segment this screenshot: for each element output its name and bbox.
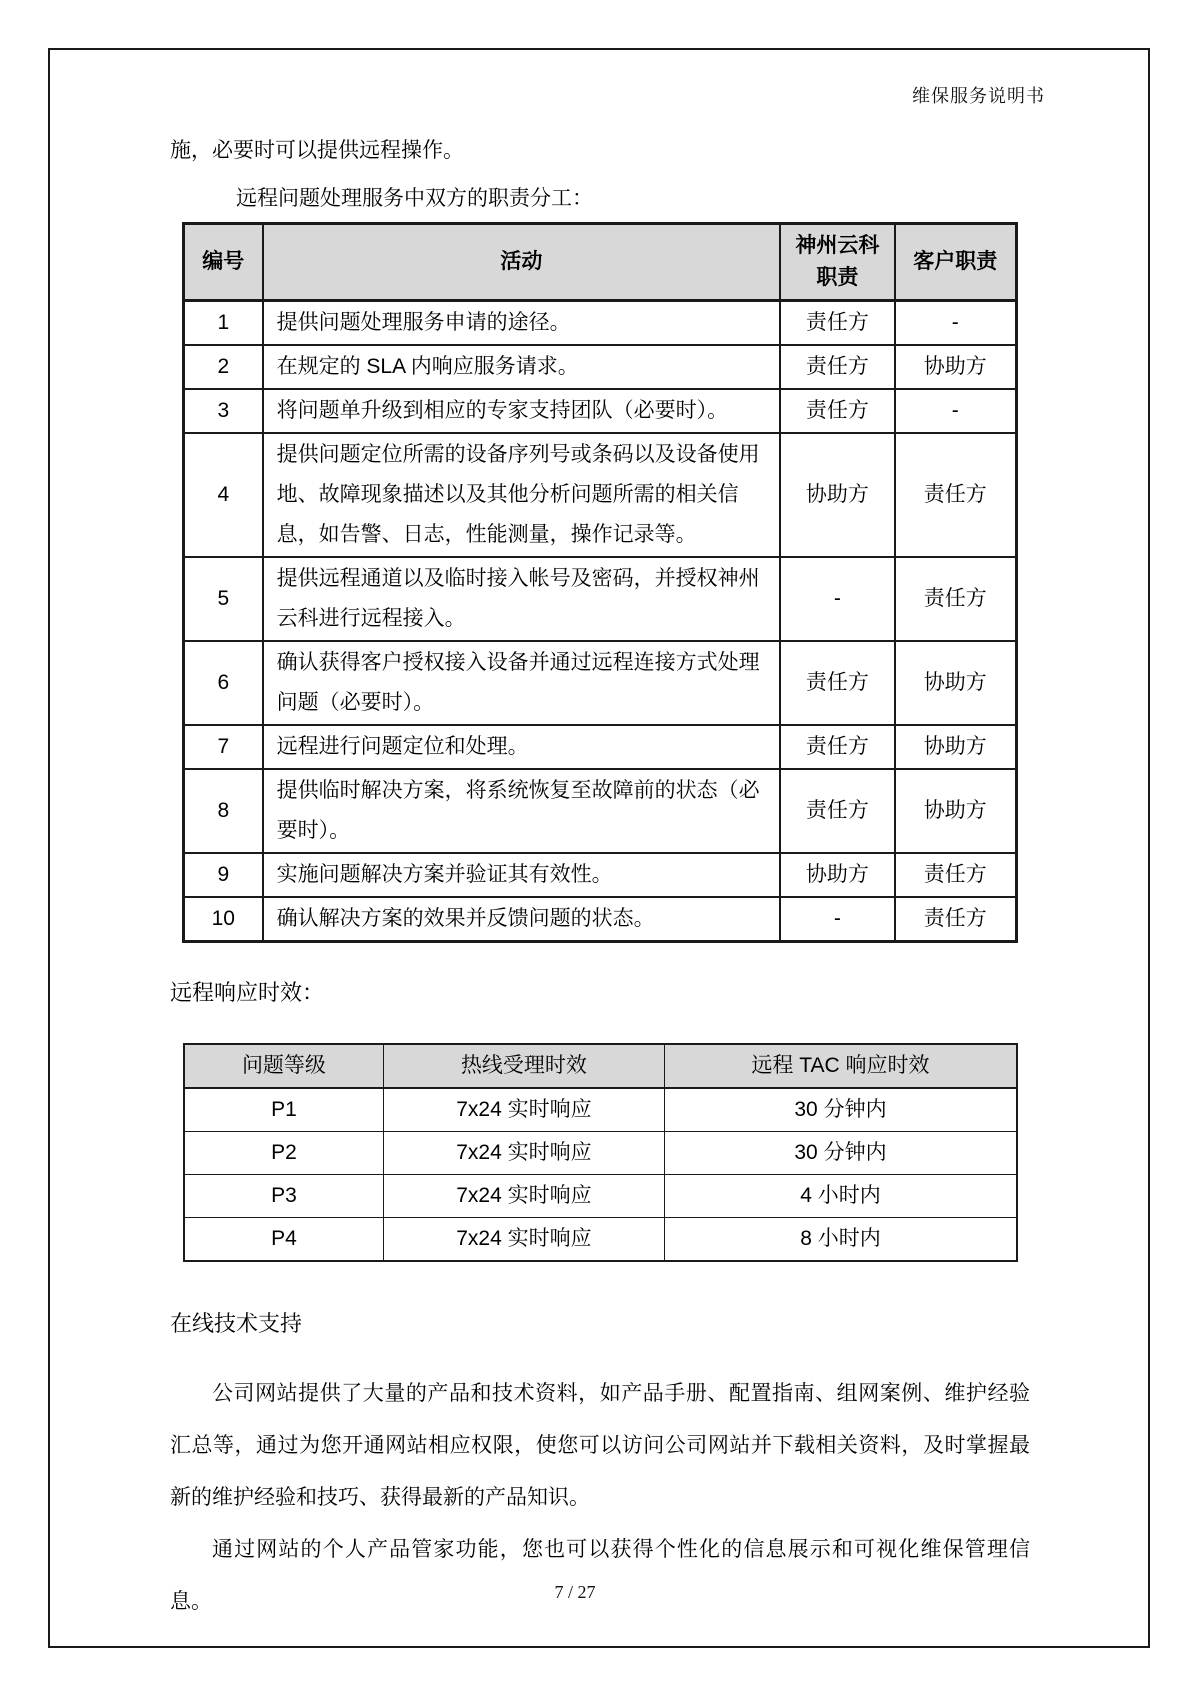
table-cell: - [780,897,894,942]
response-time-table-body [184,1088,1017,1261]
table-cell: 提供远程通道以及临时接入帐号及密码，并授权神州云科进行远程接入。 [263,557,781,641]
table-row [184,1132,1017,1175]
responsibility-table-body [184,301,1017,942]
table-cell: 提供临时解决方案，将系统恢复至故障前的状态（必要时）。 [263,769,781,853]
table-header-cell: 神州云科职责 [780,224,894,301]
table-cell: 责任方 [780,725,894,769]
table-row [184,897,1017,942]
table-cell: 责任方 [780,345,894,389]
table-cell: P4 [184,1218,383,1262]
table-cell: 提供问题处理服务申请的途径。 [263,301,781,346]
table-cell: 提供问题定位所需的设备序列号或条码以及设备使用地、故障现象描述以及其他分析问题所需的相关信息，如告警、日志，性能测量，操作记录等。 [263,433,781,557]
table-cell: 协助方 [780,433,894,557]
table-header-row [184,224,1017,301]
table-cell: 3 [184,389,263,433]
table-cell: 责任方 [780,301,894,346]
intro-paragraph: 施，必要时可以提供远程操作。 [170,139,464,162]
responsibility-table-caption: 远程问题处理服务中双方的职责分工： [236,187,593,210]
table-header-cell: 热线受理时效 [383,1044,664,1088]
table-cell: - [780,557,894,641]
table-cell: 确认获得客户授权接入设备并通过远程连接方式处理问题（必要时）。 [263,641,781,725]
table-cell: 2 [184,345,263,389]
table-cell: 远程进行问题定位和处理。 [263,725,781,769]
table-row [184,1088,1017,1132]
table-cell: 在规定的 SLA 内响应服务请求。 [263,345,781,389]
table-row [184,769,1017,853]
table-cell: 责任方 [780,389,894,433]
table-cell: 协助方 [895,345,1017,389]
table-cell: P1 [184,1088,383,1132]
table-cell: 10 [184,897,263,942]
table-row [184,345,1017,389]
responsibility-table-header [184,224,1017,301]
table-cell: 7x24 实时响应 [383,1175,664,1218]
table-header-row [184,1044,1017,1088]
table-cell: 将问题单升级到相应的专家支持团队（必要时）。 [263,389,781,433]
table-cell: 协助方 [895,725,1017,769]
table-cell: 实施问题解决方案并验证其有效性。 [263,853,781,897]
table-cell: P3 [184,1175,383,1218]
response-time-table [183,1043,1018,1262]
online-support-paragraph-2: 通过网站的个人产品管家功能，您也可以获得个性化的信息展示和可视化维保管理信息。 [170,1538,1030,1613]
table-cell: 5 [184,557,263,641]
page-content [170,138,1030,1628]
table-cell: 协助方 [895,769,1017,853]
table-cell: 7x24 实时响应 [383,1088,664,1132]
table-cell: 8 小时内 [664,1218,1017,1262]
table-row [184,433,1017,557]
table-cell: 9 [184,853,263,897]
table-row [184,641,1017,725]
table-cell: 责任方 [780,641,894,725]
document-title: 维保服务说明书 [912,86,1045,106]
page-number: 7 / 27 [554,1582,596,1602]
table-row [184,1175,1017,1218]
table-row [184,389,1017,433]
online-support-paragraph-1: 公司网站提供了大量的产品和技术资料，如产品手册、配置指南、组网案例、维护经验汇总等，通过为您开通网站相应权限，使您可以访问公司网站并下载相关资料，及时掌握最新的维护经验和技巧、获得最新的产品知识。 [170,1382,1030,1509]
table-cell: 6 [184,641,263,725]
table-row [184,1218,1017,1262]
table-cell: 4 小时内 [664,1175,1017,1218]
table-row [184,301,1017,346]
table-cell: 责任方 [895,433,1017,557]
table-header-cell: 编号 [184,224,263,301]
table-row [184,725,1017,769]
table-row [184,853,1017,897]
table-header-cell: 活动 [263,224,781,301]
table-cell: - [895,389,1017,433]
table-cell: 7x24 实时响应 [383,1218,664,1262]
table-cell: 责任方 [895,853,1017,897]
table-cell: 责任方 [895,897,1017,942]
table-cell: 协助方 [780,853,894,897]
table-cell: - [895,301,1017,346]
table-header-cell: 问题等级 [184,1044,383,1088]
document-header [912,82,1045,108]
table-header-cell: 客户职责 [895,224,1017,301]
table-cell: 7x24 实时响应 [383,1132,664,1175]
table-cell: 责任方 [895,557,1017,641]
online-support-title: 在线技术支持 [170,1311,303,1336]
table-cell: 确认解决方案的效果并反馈问题的状态。 [263,897,781,942]
table-cell: 7 [184,725,263,769]
response-time-table-header [184,1044,1017,1088]
table-cell: 协助方 [895,641,1017,725]
table-cell: 4 [184,433,263,557]
table-cell: 责任方 [780,769,894,853]
table-cell: 8 [184,769,263,853]
remote-response-title: 远程响应时效： [170,980,325,1005]
table-cell: 30 分钟内 [664,1132,1017,1175]
responsibility-table [182,222,1018,943]
table-cell: 1 [184,301,263,346]
table-row [184,557,1017,641]
table-cell: P2 [184,1132,383,1175]
table-header-cell: 远程 TAC 响应时效 [664,1044,1017,1088]
table-cell: 30 分钟内 [664,1088,1017,1132]
